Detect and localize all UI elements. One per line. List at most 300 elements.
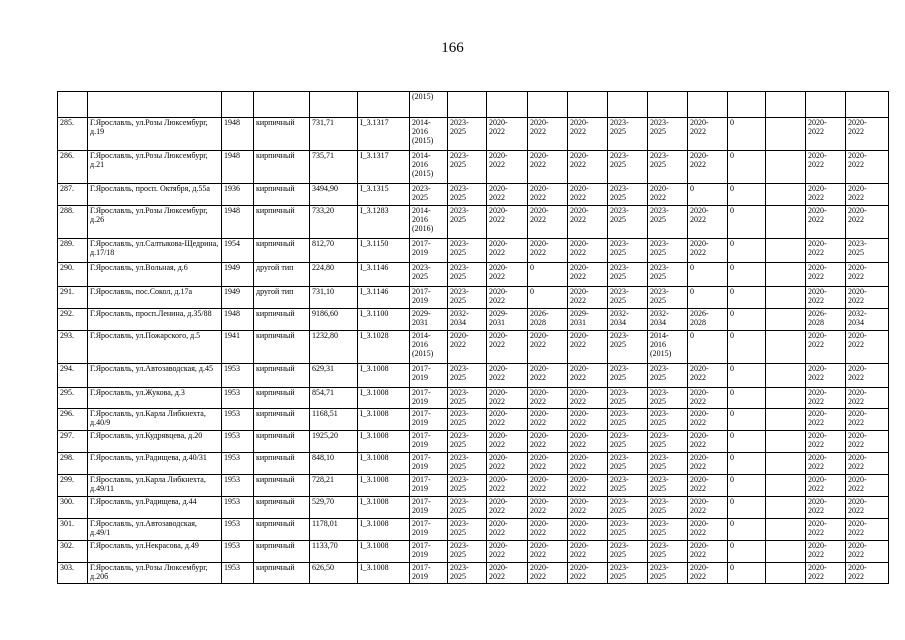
cell (487, 431, 528, 453)
cell (766, 388, 806, 409)
cell-text: 2023- 2025 (610, 541, 629, 559)
cell (254, 184, 310, 206)
cell-text: 2020- 2022 (489, 263, 508, 281)
cell (88, 364, 222, 388)
cell (648, 206, 688, 239)
cell-text: 2020- 2022 (489, 475, 508, 493)
cell-text: 2020- 2022 (650, 184, 669, 202)
cell (310, 184, 358, 206)
cell-text: 0 (730, 563, 734, 572)
table-row (58, 151, 889, 184)
table-row (58, 541, 889, 563)
cell-text: 2026- 2028 (808, 309, 827, 327)
cell-text: 0 (730, 541, 734, 550)
cell (528, 239, 568, 263)
cell-text: 2020- 2022 (848, 563, 867, 581)
cell (766, 497, 806, 519)
cell (846, 287, 889, 309)
cell-text: 2020- 2022 (570, 206, 589, 224)
cell (568, 453, 608, 475)
cell-text: Г.Ярославль, пос.Сокол, д.17а (90, 287, 193, 296)
cell-text: 1948 (224, 206, 240, 215)
cell (846, 475, 889, 497)
cell-text: 2029- 2031 (489, 309, 508, 327)
cell-text: 2020- 2022 (808, 563, 827, 581)
cell (410, 184, 448, 206)
cell (806, 263, 846, 287)
cell-text: 2020- 2022 (848, 364, 867, 382)
cell (846, 239, 889, 263)
cell-text: 2020- 2022 (848, 388, 867, 406)
cell (528, 364, 568, 388)
cell (88, 453, 222, 475)
cell (846, 184, 889, 206)
cell (487, 497, 528, 519)
cell-text: 2020- 2022 (848, 453, 867, 471)
cell-text: 728,21 (312, 475, 334, 484)
cell-text: 2032- 2034 (450, 309, 469, 327)
cell-text: 2020- 2022 (570, 331, 589, 349)
cell (88, 263, 222, 287)
cell (728, 519, 766, 541)
table-row (58, 184, 889, 206)
table-row (58, 118, 889, 151)
cell (728, 497, 766, 519)
cell (806, 388, 846, 409)
cell-text: 2020- 2022 (570, 364, 589, 382)
cell (568, 92, 608, 118)
cell-text: 2020- 2022 (570, 184, 589, 202)
cell-text: 2020- 2022 (808, 453, 827, 471)
cell-text: 2020- 2022 (530, 563, 549, 581)
cell-text: 285. (60, 118, 74, 127)
cell (358, 206, 410, 239)
cell-text: 1948 (224, 151, 240, 160)
cell-text: 2020- 2022 (489, 453, 508, 471)
cell-text: 301. (60, 519, 74, 528)
cell (254, 388, 310, 409)
cell (254, 497, 310, 519)
cell-text: 2017- 2019 (412, 287, 431, 305)
cell-text: 0 (730, 206, 734, 215)
cell (648, 239, 688, 263)
cell-text: кирпичный (256, 453, 295, 462)
cell (222, 475, 254, 497)
cell-text: I_3.1150 (360, 239, 389, 248)
table-row (58, 239, 889, 263)
cell (310, 309, 358, 331)
cell (608, 388, 648, 409)
cell (528, 287, 568, 309)
cell-text: 2020- 2022 (690, 497, 709, 515)
cell (728, 331, 766, 364)
cell (410, 409, 448, 431)
cell-text: 2020- 2022 (690, 541, 709, 559)
cell-text: Г.Ярославль, ул.Карла Либкнехта, д.49/11 (90, 475, 206, 493)
cell (568, 409, 608, 431)
cell-text: 2032- 2034 (610, 309, 629, 327)
cell-text: 2020- 2022 (530, 431, 549, 449)
cell (58, 453, 88, 475)
cell (608, 184, 648, 206)
cell (608, 287, 648, 309)
cell (88, 92, 222, 118)
cell-text: 1953 (224, 475, 240, 484)
cell (410, 206, 448, 239)
cell (648, 364, 688, 388)
cell-text: 2023- 2025 (450, 364, 469, 382)
cell-text: 2020- 2022 (808, 409, 827, 427)
cell (88, 475, 222, 497)
cell-text: Г.Ярославль, просп.Ленина, д.35/88 (90, 309, 212, 318)
cell-text: 2020- 2022 (489, 239, 508, 257)
cell (846, 263, 889, 287)
cell (487, 409, 528, 431)
cell (222, 409, 254, 431)
cell-text: кирпичный (256, 331, 295, 340)
cell (528, 563, 568, 584)
cell (766, 184, 806, 206)
cell (648, 331, 688, 364)
cell-text: 2023- 2025 (610, 239, 629, 257)
cell-text: 2020- 2022 (808, 206, 827, 224)
cell-text: I_3.1100 (360, 309, 389, 318)
cell (688, 475, 728, 497)
cell-text: 0 (730, 519, 734, 528)
cell-text: 854,71 (312, 388, 334, 397)
cell-text: 2023- 2025 (610, 331, 629, 349)
cell (222, 519, 254, 541)
cell-text: 2020- 2022 (489, 206, 508, 224)
cell-text: 2020- 2022 (848, 151, 867, 169)
cell-text: 2017- 2019 (412, 519, 431, 537)
cell (448, 497, 487, 519)
cell (222, 184, 254, 206)
cell-text: 731,10 (312, 287, 334, 296)
cell-text: 0 (530, 263, 534, 272)
cell (648, 263, 688, 287)
cell (254, 331, 310, 364)
cell (568, 118, 608, 151)
cell (487, 309, 528, 331)
cell (688, 541, 728, 563)
cell-text: 2020- 2022 (690, 239, 709, 257)
cell (766, 239, 806, 263)
cell-text: 2020- 2022 (530, 331, 549, 349)
cell (310, 453, 358, 475)
cell (648, 453, 688, 475)
cell (766, 541, 806, 563)
cell-text: 296. (60, 409, 74, 418)
cell-text: Г.Ярославль, ул.Автозаводская, д.49/1 (90, 519, 197, 537)
cell-text: кирпичный (256, 239, 295, 248)
cell-text: 1953 (224, 453, 240, 462)
cell-text: I_3.1008 (360, 475, 389, 484)
table-row (58, 388, 889, 409)
cell (310, 475, 358, 497)
cell-text: 2020- 2022 (570, 453, 589, 471)
cell (568, 287, 608, 309)
cell-text: 2020- 2022 (808, 331, 827, 349)
cell (728, 563, 766, 584)
cell (846, 206, 889, 239)
cell (766, 92, 806, 118)
cell (222, 151, 254, 184)
cell (358, 184, 410, 206)
cell (254, 475, 310, 497)
cell (88, 409, 222, 431)
cell (222, 239, 254, 263)
cell (568, 431, 608, 453)
cell (728, 409, 766, 431)
cell (766, 263, 806, 287)
cell-text: 2020- 2022 (690, 151, 709, 169)
cell (766, 331, 806, 364)
cell (254, 239, 310, 263)
cell (254, 453, 310, 475)
cell (806, 563, 846, 584)
cell (254, 118, 310, 151)
cell (846, 151, 889, 184)
cell (58, 409, 88, 431)
cell (608, 364, 648, 388)
cell (806, 519, 846, 541)
cell (568, 151, 608, 184)
cell (728, 92, 766, 118)
cell-text: 2023- 2025 (610, 475, 629, 493)
cell (568, 475, 608, 497)
cell-text: 2020- 2022 (530, 541, 549, 559)
cell (88, 388, 222, 409)
cell-text: I_3.1315 (360, 184, 389, 193)
cell (806, 184, 846, 206)
cell (568, 206, 608, 239)
cell-text: I_3.1008 (360, 563, 389, 572)
cell-text: 2020- 2022 (690, 453, 709, 471)
cell (222, 388, 254, 409)
cell (487, 118, 528, 151)
cell (58, 92, 88, 118)
cell (846, 331, 889, 364)
cell (58, 331, 88, 364)
cell (728, 309, 766, 331)
cell (608, 239, 648, 263)
cell-text: 2020- 2022 (489, 364, 508, 382)
cell-text: 2020- 2022 (848, 184, 867, 202)
cell-text: I_3.1317 (360, 151, 389, 160)
cell (846, 92, 889, 118)
cell-text: Г.Ярославль, ул.Автозаводская, д.45 (90, 364, 213, 373)
cell (728, 475, 766, 497)
cell (648, 388, 688, 409)
cell (766, 151, 806, 184)
cell-text: 2020- 2022 (489, 331, 508, 349)
cell-text: 2023- 2025 (650, 263, 669, 281)
cell (846, 388, 889, 409)
cell-text: I_3.1008 (360, 409, 389, 418)
cell (358, 309, 410, 331)
cell-text: 303. (60, 563, 74, 572)
cell (254, 151, 310, 184)
cell (728, 541, 766, 563)
cell-text: 2023- 2025 (650, 206, 669, 224)
cell (254, 287, 310, 309)
cell (568, 309, 608, 331)
cell (88, 239, 222, 263)
cell-text: кирпичный (256, 475, 295, 484)
cell (310, 92, 358, 118)
cell (728, 206, 766, 239)
cell-text: 0 (730, 151, 734, 160)
cell-text: 1941 (224, 331, 240, 340)
cell-text: кирпичный (256, 519, 295, 528)
cell-text: 2020- 2022 (848, 206, 867, 224)
cell (648, 287, 688, 309)
cell-text: 2020- 2022 (848, 287, 867, 305)
cell-text: 2020- 2022 (808, 151, 827, 169)
cell-text: 2023- 2025 (650, 364, 669, 382)
cell-text: 0 (730, 331, 734, 340)
cell-text: 1953 (224, 519, 240, 528)
cell (487, 239, 528, 263)
cell (448, 453, 487, 475)
cell-text: 2023- 2025 (610, 453, 629, 471)
cell (358, 151, 410, 184)
cell (310, 388, 358, 409)
cell (448, 563, 487, 584)
cell-text: 2020- 2022 (848, 331, 867, 349)
cell (766, 364, 806, 388)
cell-text: 0 (690, 263, 694, 272)
cell-text: 2020- 2022 (489, 118, 508, 136)
cell (58, 151, 88, 184)
cell (648, 431, 688, 453)
cell-text: 2020- 2022 (808, 388, 827, 406)
cell (58, 563, 88, 584)
cell (688, 92, 728, 118)
cell-text: Г.Ярославль, ул.Карла Либкнехта, д.40/9 (90, 409, 206, 427)
cell (806, 287, 846, 309)
cell-text: 2020- 2022 (808, 184, 827, 202)
cell-text: 2020- 2022 (489, 563, 508, 581)
cell (88, 331, 222, 364)
cell-text: 290. (60, 263, 74, 272)
cell-text: 2017- 2019 (412, 409, 431, 427)
cell (222, 331, 254, 364)
cell-text: 2020- 2022 (489, 497, 508, 515)
cell-text: 2020- 2022 (690, 364, 709, 382)
cell-text: 2023- 2025 (650, 287, 669, 305)
cell (528, 453, 568, 475)
cell (58, 118, 88, 151)
cell-text: 2017- 2019 (412, 453, 431, 471)
cell (846, 309, 889, 331)
cell-text: 1953 (224, 364, 240, 373)
cell (410, 309, 448, 331)
cell (728, 239, 766, 263)
cell (766, 475, 806, 497)
cell (728, 287, 766, 309)
cell-text: 2020- 2022 (848, 409, 867, 427)
cell (688, 118, 728, 151)
cell-text: I_3.1283 (360, 206, 389, 215)
cell (58, 239, 88, 263)
cell-text: I_3.1028 (360, 331, 389, 340)
cell-text: 2020- 2022 (808, 239, 827, 257)
cell-text: 1168,51 (312, 409, 338, 418)
cell-text: 0 (730, 475, 734, 484)
cell-text: Г.Ярославль, ул.Радищева, д.40/31 (90, 453, 207, 462)
cell (568, 331, 608, 364)
table-row (58, 519, 889, 541)
cell (358, 497, 410, 519)
cell-text: 0 (730, 184, 734, 193)
cell (410, 118, 448, 151)
cell (568, 239, 608, 263)
cell-text: 629,31 (312, 364, 334, 373)
cell-text: 2020- 2022 (808, 287, 827, 305)
cell-text: 2020- 2022 (808, 475, 827, 493)
cell (410, 453, 448, 475)
cell (310, 263, 358, 287)
cell (688, 497, 728, 519)
cell-text: 2023- 2025 (650, 541, 669, 559)
cell-text: 1953 (224, 541, 240, 550)
cell (528, 541, 568, 563)
cell-text: кирпичный (256, 563, 295, 572)
cell-text: 2023- 2025 (650, 388, 669, 406)
cell-text: 2020- 2022 (570, 287, 589, 305)
table-row (58, 453, 889, 475)
cell (766, 431, 806, 453)
cell (688, 184, 728, 206)
cell-text: 2023- 2025 (610, 287, 629, 305)
cell-text: I_3.1008 (360, 519, 389, 528)
cell (806, 475, 846, 497)
cell-text: 1953 (224, 431, 240, 440)
cell-text: 295. (60, 388, 74, 397)
cell (410, 431, 448, 453)
cell-text: 1232,80 (312, 331, 338, 340)
cell (254, 409, 310, 431)
cell-text: Г.Ярославль, ул.Розы Люксембург, д.20б (90, 563, 208, 581)
cell (568, 497, 608, 519)
cell (410, 151, 448, 184)
cell-text: 2020- 2022 (530, 453, 549, 471)
cell-text: I_3.1008 (360, 453, 389, 462)
table-row (58, 287, 889, 309)
cell (254, 541, 310, 563)
cell (222, 92, 254, 118)
cell (410, 475, 448, 497)
cell-text: 2020- 2022 (570, 519, 589, 537)
cell-text: 0 (690, 184, 694, 193)
table-row (58, 263, 889, 287)
cell (806, 206, 846, 239)
cell-text: Г.Ярославль, ул.Пожарского, д.5 (90, 331, 201, 340)
cell (766, 563, 806, 584)
cell (58, 263, 88, 287)
cell-text: 2020- 2022 (848, 497, 867, 515)
cell-text: 2023- 2025 (650, 239, 669, 257)
cell (728, 453, 766, 475)
cell (528, 409, 568, 431)
cell (688, 331, 728, 364)
cell-text: 288. (60, 206, 74, 215)
cell (358, 263, 410, 287)
cell-text: I_3.1008 (360, 431, 389, 440)
cell-text: 2020- 2022 (530, 184, 549, 202)
